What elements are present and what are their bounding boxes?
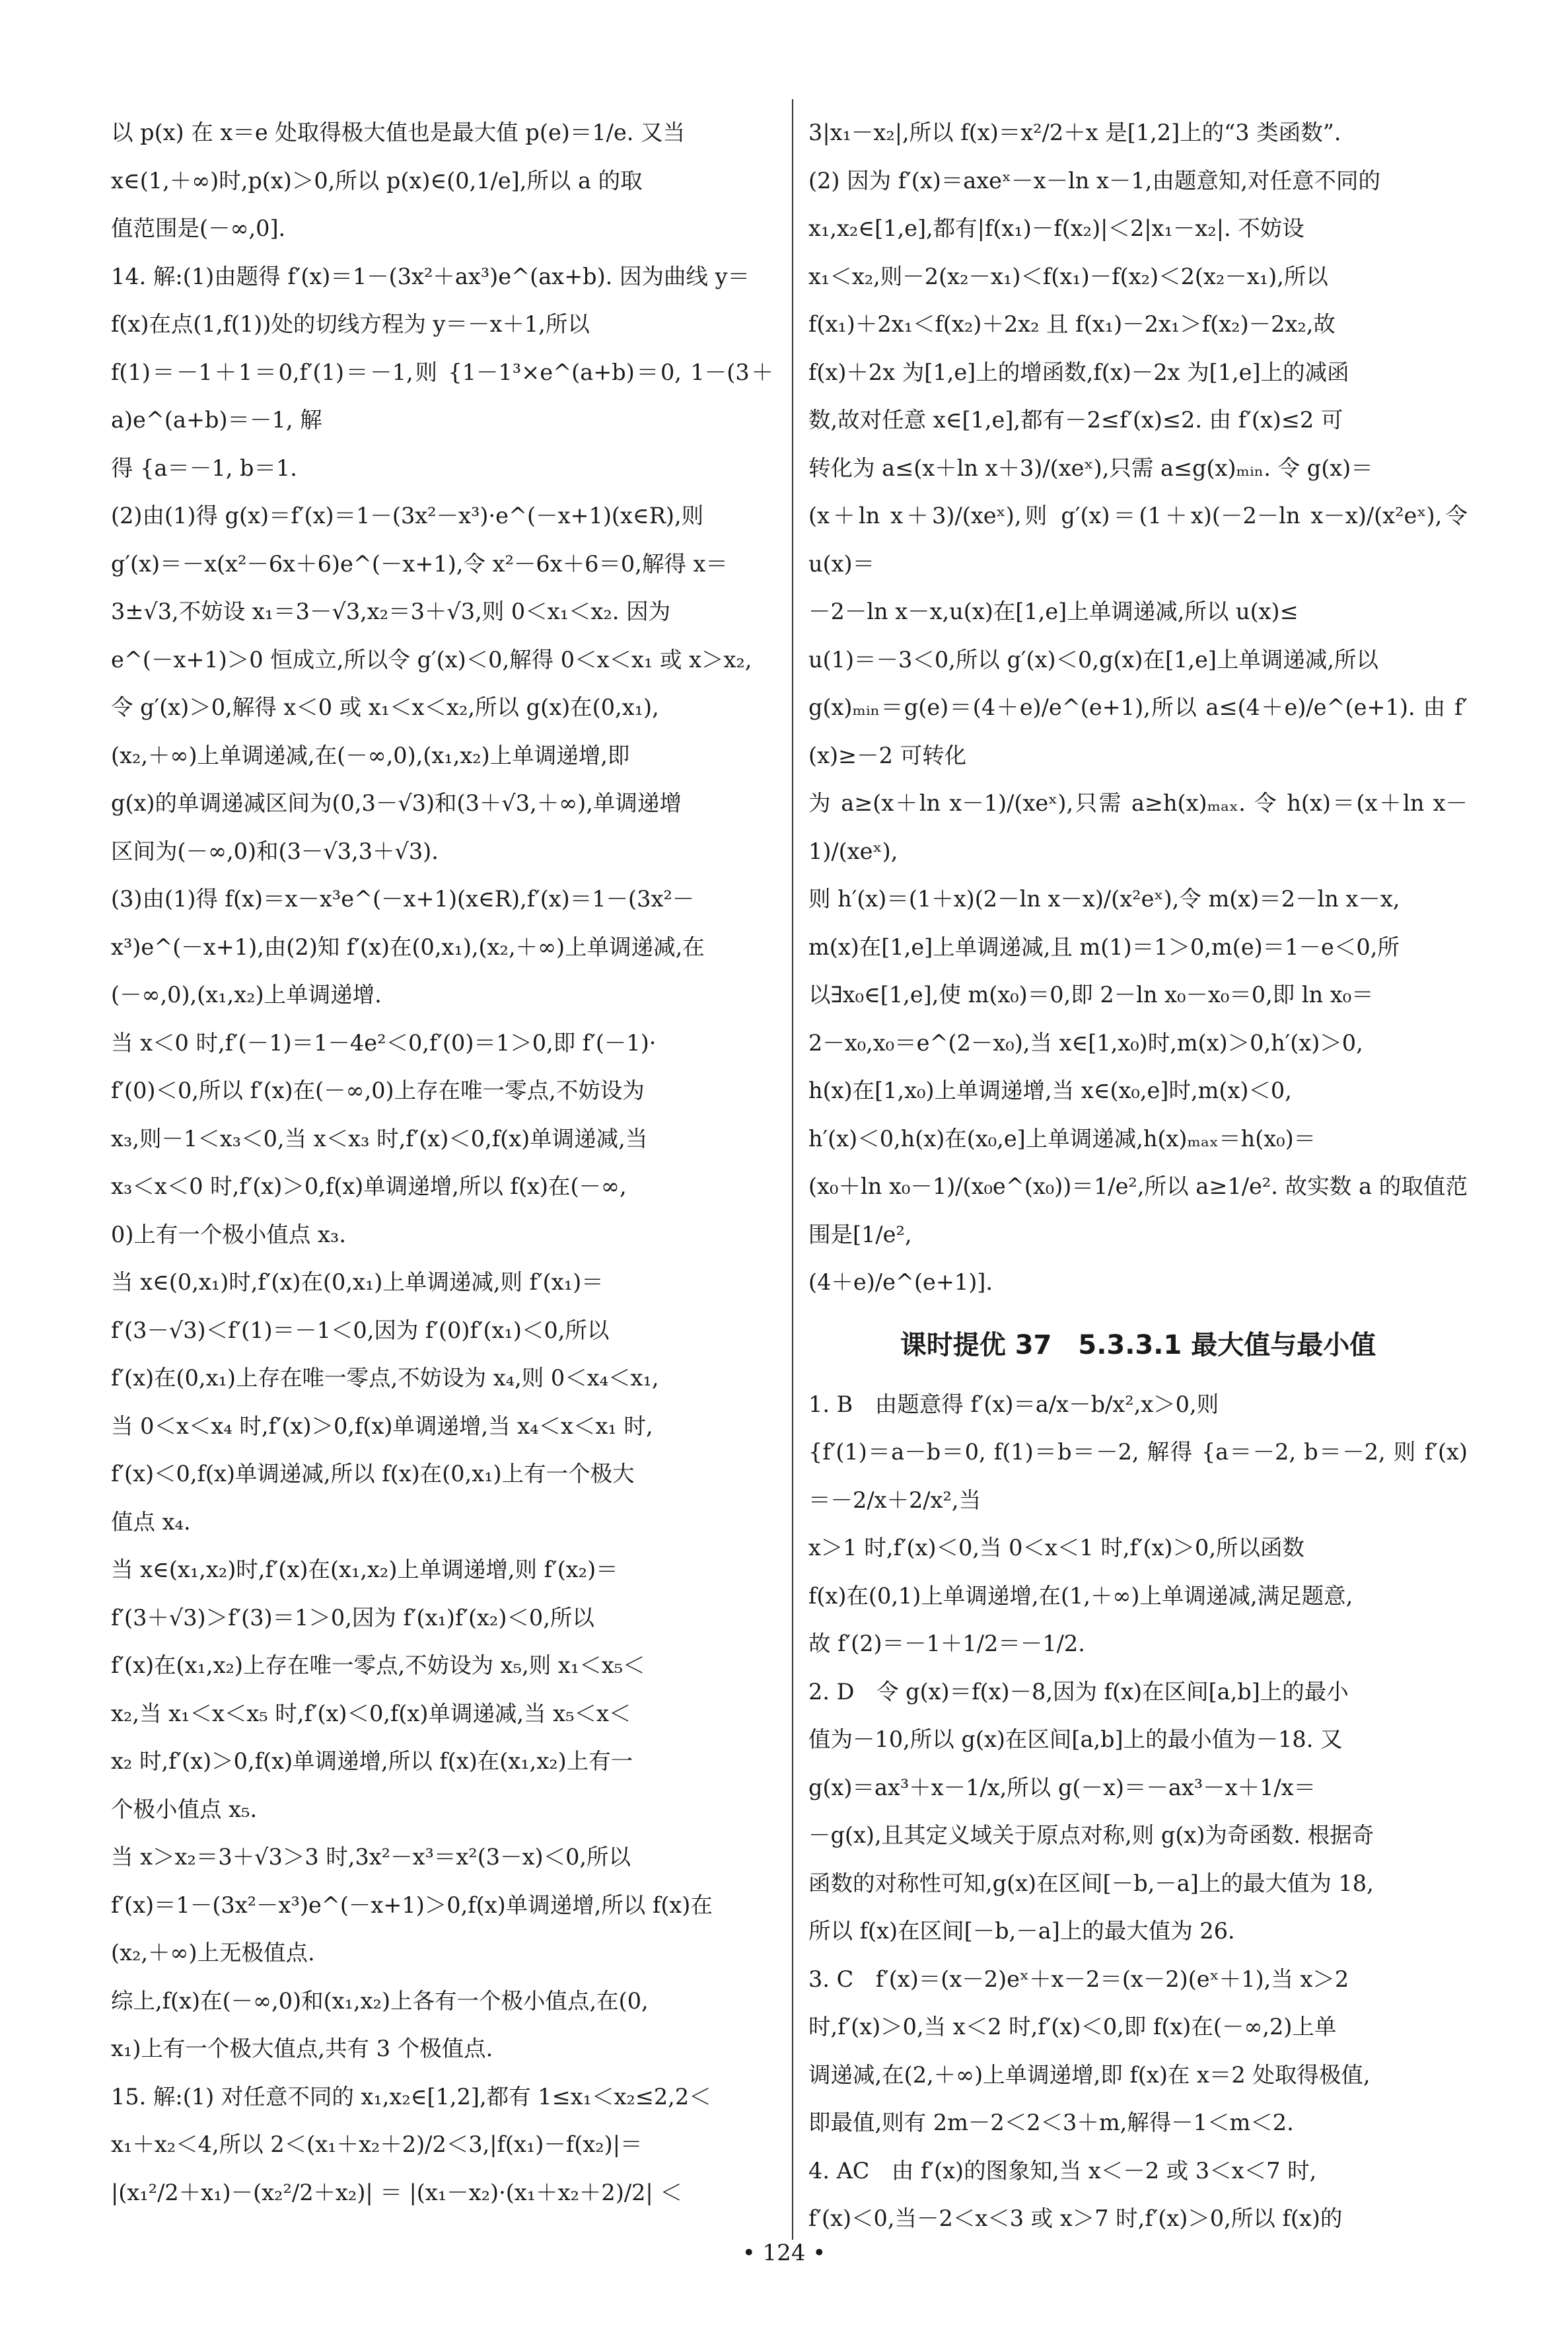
text-line: 综上,f(x)在(－∞,0)和(x₁,x₂)上各有一个极小值点,在(0, <box>111 1987 649 2014</box>
text-line: 14. 解:(1)由题得 f′(x)＝1－(3x²＋ax³)e^(ax+b). 因为曲线 y＝ <box>111 263 750 289</box>
text-line: h′(x)＜0,h(x)在(x₀,e]上单调递减,h(x)ₘₐₓ＝h(x₀)＝ <box>808 1125 1316 1152</box>
text-line: f(x)在(0,1)上单调递增,在(1,＋∞)上单调递减,满足题意, <box>808 1582 1353 1609</box>
text-line: f′(3－√3)＜f′(1)＝－1＜0,因为 f′(0)f′(x₁)＜0,所以 <box>111 1317 610 1343</box>
text-line: 值范围是(－∞,0]. <box>111 215 286 241</box>
text-line: (－∞,0),(x₁,x₂)上单调递增. <box>111 982 382 1008</box>
section-title: 课时提优 37 5.3.3.1 最大值与最小值 <box>900 1329 1376 1360</box>
text-line: 3|x₁－x₂|,所以 f(x)＝x²/2＋x 是[1,2]上的“3 类函数”. <box>808 120 1341 145</box>
text-line: f(1)＝－1＋1＝0,f′(1)＝－1,则 {1－1³×e^(a+b)＝0, 1－(3＋a)e^(a+b)＝－1, 解 <box>111 359 773 433</box>
text-line: (x₂,＋∞)上单调递减,在(－∞,0),(x₁,x₂)上单调递增,即 <box>111 742 630 768</box>
text-line: f′(3＋√3)＞f′(3)＝1＞0,因为 f′(x₁)f′(x₂)＜0,所以 <box>111 1604 594 1631</box>
text-line: (x₂,＋∞)上无极值点. <box>111 1940 315 1966</box>
text-line: f′(x)在(0,x₁)上存在唯一零点,不妨设为 x₄,则 0＜x₄＜x₁, <box>111 1365 659 1391</box>
text-line: 转化为 a≤(x＋ln x＋3)/(xeˣ),只需 a≤g(x)ₘᵢₙ. 令 g(x)＝ <box>808 455 1373 481</box>
text-line: 个极小值点 x₅. <box>111 1796 258 1822</box>
text-line: 4. AC 由 f′(x)的图象知,当 x＜－2 或 3＜x＜7 时, <box>808 2157 1317 2184</box>
text-line: 区间为(－∞,0)和(3－√3,3＋√3). <box>111 838 439 864</box>
text-line: x₁,x₂∈[1,e],都有|f(x₁)－f(x₂)|＜2|x₁－x₂|. 不妨设 <box>808 215 1304 241</box>
text-line: 当 x＞x₂＝3＋√3＞3 时,3x²－x³＝x²(3－x)＜0,所以 <box>111 1844 631 1870</box>
text-line: 1. B 由题意得 f′(x)＝a/x－b/x²,x＞0,则 <box>808 1391 1219 1417</box>
text-line: (3)由(1)得 f(x)＝x－x³e^(－x+1)(x∈R),f′(x)＝1－(3x²－ <box>111 886 695 912</box>
text-line: 0)上有一个极小值点 x₃. <box>111 1221 347 1247</box>
page-number: • 124 • <box>742 2240 826 2266</box>
text-line: 故 f′(2)＝－1＋1/2＝－1/2. <box>808 1631 1085 1656</box>
text-line: x₃,则－1＜x₃＜0,当 x＜x₃ 时,f′(x)＜0,f(x)单调递减,当 <box>111 1125 648 1152</box>
text-line: u(1)＝－3＜0,所以 g′(x)＜0,g(x)在[1,e]上单调递减,所以 <box>808 646 1379 673</box>
text-line: (2) 因为 f′(x)＝axeˣ－x－ln x－1,由题意知,对任意不同的 <box>808 167 1381 194</box>
left-column <box>111 109 773 2217</box>
text-line: 时,f′(x)＞0,当 x＜2 时,f′(x)＜0,即 f(x)在(－∞,2)上单 <box>808 2014 1337 2040</box>
text-line: 函数的对称性可知,g(x)在区间[－b,－a]上的最大值为 18, <box>808 1870 1374 1896</box>
text-line: x∈(1,＋∞)时,p(x)＞0,所以 p(x)∈(0,1/e],所以 a 的取 <box>111 167 643 194</box>
text-line: 当 x＜0 时,f′(－1)＝1－4e²＜0,f′(0)＝1＞0,即 f′(－1)· <box>111 1029 657 1056</box>
text-line: x＞1 时,f′(x)＜0,当 0＜x＜1 时,f′(x)＞0,所以函数 <box>808 1535 1304 1561</box>
text-line: 3. C f′(x)＝(x－2)eˣ＋x－2＝(x－2)(eˣ＋1),当 x＞2 <box>808 1966 1349 1992</box>
text-line: x₁＋x₂＜4,所以 2＜(x₁＋x₂＋2)/2＜3,|f(x₁)－f(x₂)|＝ <box>111 2131 643 2157</box>
text-line: x₁)上有一个极大值点,共有 3 个极值点. <box>111 2036 493 2061</box>
text-line: x³)e^(－x+1),由(2)知 f′(x)在(0,x₁),(x₂,＋∞)上单调递减,在 <box>111 934 705 960</box>
text-line: 15. 解:(1) 对任意不同的 x₁,x₂∈[1,2],都有 1≤x₁＜x₂≤2,2＜ <box>111 2083 711 2110</box>
text-line: h(x)在[1,x₀)上单调递增,当 x∈(x₀,e]时,m(x)＜0, <box>808 1078 1292 1103</box>
text-line: 调递减,在(2,＋∞)上单调递增,即 f(x)在 x＝2 处取得极值, <box>808 2061 1371 2088</box>
text-line: e^(－x+1)＞0 恒成立,所以令 g′(x)＜0,解得 0＜x＜x₁ 或 x＞x₂, <box>111 646 752 673</box>
column-divider <box>792 99 793 2240</box>
right-column <box>808 109 1468 2243</box>
text-line: g′(x)＝－x(x²－6x＋6)e^(－x+1),令 x²－6x＋6＝0,解得 x＝ <box>111 550 728 577</box>
text-line: x₂,当 x₁＜x＜x₅ 时,f′(x)＜0,f(x)单调递减,当 x₅＜x＜ <box>111 1700 631 1726</box>
text-line: 为 a≥(x＋ln x－1)/(xeˣ),只需 a≥h(x)ₘₐₓ. 令 h(x)＝(x＋ln x－1)/(xeˣ), <box>808 790 1468 864</box>
text-line: 2. D 令 g(x)＝f(x)－8,因为 f(x)在区间[a,b]上的最小 <box>808 1678 1349 1705</box>
text-line: {f′(1)＝a－b＝0, f(1)＝b＝－2, 解得 {a＝－2, b＝－2, 则 f′(x)＝－2/x＋2/x²,当 <box>808 1439 1468 1513</box>
text-line: f(x)＋2x 为[1,e]上的增函数,f(x)－2x 为[1,e]上的减函 <box>808 359 1349 385</box>
text-line: 以∃x₀∈[1,e],使 m(x₀)＝0,即 2－ln x₀－x₀＝0,即 ln x₀＝ <box>808 982 1374 1008</box>
text-line: 值为－10,所以 g(x)在区间[a,b]上的最小值为－18. 又 <box>808 1726 1343 1752</box>
text-line: 数,故对任意 x∈[1,e],都有－2≤f′(x)≤2. 由 f′(x)≤2 可 <box>808 407 1343 433</box>
text-line: |(x₁²/2＋x₁)－(x₂²/2＋x₂)| ＝ |(x₁－x₂)·(x₁＋x₂＋2)/2| ＜ <box>111 2179 682 2205</box>
text-line: 则 h′(x)＝(1＋x)(2－ln x－x)/(x²eˣ),令 m(x)＝2－ln x－x, <box>808 886 1400 912</box>
text-line: f′(0)＜0,所以 f′(x)在(－∞,0)上存在唯一零点,不妨设为 <box>111 1078 645 1103</box>
text-line: x₃＜x＜0 时,f′(x)＞0,f(x)单调递增,所以 f(x)在(－∞, <box>111 1173 627 1199</box>
text-line: (4＋e)/e^(e+1)]. <box>808 1269 993 1295</box>
text-line: (x₀＋ln x₀－1)/(x₀e^(x₀))＝1/e²,所以 a≥1/e². 故实数 a 的取值范围是[1/e², <box>808 1173 1468 1247</box>
text-line: f′(x)＝1－(3x²－x³)e^(－x+1)＞0,f(x)单调递增,所以 f(x)在 <box>111 1892 713 1918</box>
text-line: g(x)的单调递减区间为(0,3－√3)和(3＋√3,＋∞),单调递增 <box>111 790 682 816</box>
text-line: 即最值,则有 2m－2＜2＜3＋m,解得－1＜m＜2. <box>808 2110 1294 2135</box>
text-line: 3±√3,不妨设 x₁＝3－√3,x₂＝3＋√3,则 0＜x₁＜x₂. 因为 <box>111 599 671 624</box>
text-line: －2－ln x－x,u(x)在[1,e]上单调递减,所以 u(x)≤ <box>808 599 1299 624</box>
text-line: f(x₁)＋2x₁＜f(x₂)＋2x₂ 且 f(x₁)－2x₁＞f(x₂)－2x₂,故 <box>808 311 1336 337</box>
text-line: x₂ 时,f′(x)＞0,f(x)单调递增,所以 f(x)在(x₁,x₂)上有一 <box>111 1748 633 1774</box>
text-line: g(x)＝ax³＋x－1/x,所以 g(－x)＝－ax³－x＋1/x＝ <box>808 1774 1316 1800</box>
text-line: 当 0＜x＜x₄ 时,f′(x)＞0,f(x)单调递增,当 x₄＜x＜x₁ 时, <box>111 1413 653 1439</box>
text-line: 令 g′(x)＞0,解得 x＜0 或 x₁＜x＜x₂,所以 g(x)在(0,x₁), <box>111 694 659 720</box>
text-line: 所以 f(x)在区间[－b,－a]上的最大值为 26. <box>808 1918 1235 1944</box>
text-line: 以 p(x) 在 x＝e 处取得极大值也是最大值 p(e)＝1/e. 又当 <box>111 120 686 145</box>
text-line: g(x)ₘᵢₙ＝g(e)＝(4＋e)/e^(e+1),所以 a≤(4＋e)/e^(e+1). 由 f′(x)≥－2 可转化 <box>808 694 1468 768</box>
text-line: 当 x∈(x₁,x₂)时,f′(x)在(x₁,x₂)上单调递增,则 f′(x₂)＝ <box>111 1557 618 1582</box>
text-line: 当 x∈(0,x₁)时,f′(x)在(0,x₁)上单调递减,则 f′(x₁)＝ <box>111 1269 604 1295</box>
text-line: 得 {a＝－1, b＝1. <box>111 455 297 481</box>
text-line: f′(x)在(x₁,x₂)上存在唯一零点,不妨设为 x₅,则 x₁＜x₅＜ <box>111 1652 645 1678</box>
text-line: 2－x₀,x₀＝e^(2－x₀),当 x∈[1,x₀)时,m(x)＞0,h′(x)＞0, <box>808 1029 1363 1056</box>
text-line: x₁＜x₂,则－2(x₂－x₁)＜f(x₁)－f(x₂)＜2(x₂－x₁),所以 <box>808 263 1328 289</box>
text-line: －g(x),且其定义域关于原点对称,则 g(x)为奇函数. 根据奇 <box>808 1822 1374 1848</box>
text-line: f′(x)＜0,当－2＜x＜3 或 x＞7 时,f′(x)＞0,所以 f(x)的 <box>808 2205 1343 2231</box>
text-line: (2)由(1)得 g(x)＝f′(x)＝1－(3x²－x³)·e^(－x+1)(x∈R),则 <box>111 503 704 529</box>
text-line: 值点 x₄. <box>111 1508 191 1535</box>
text-line: f′(x)＜0,f(x)单调递减,所以 f(x)在(0,x₁)上有一个极大 <box>111 1461 635 1487</box>
text-line: (x＋ln x＋3)/(xeˣ),则 g′(x)＝(1＋x)(－2－ln x－x)/(x²eˣ),令 u(x)＝ <box>808 503 1468 577</box>
text-line: f(x)在点(1,f(1))处的切线方程为 y＝－x＋1,所以 <box>111 311 590 337</box>
text-line: m(x)在[1,e]上单调递减,且 m(1)＝1＞0,m(e)＝1－e＜0,所 <box>808 934 1400 960</box>
